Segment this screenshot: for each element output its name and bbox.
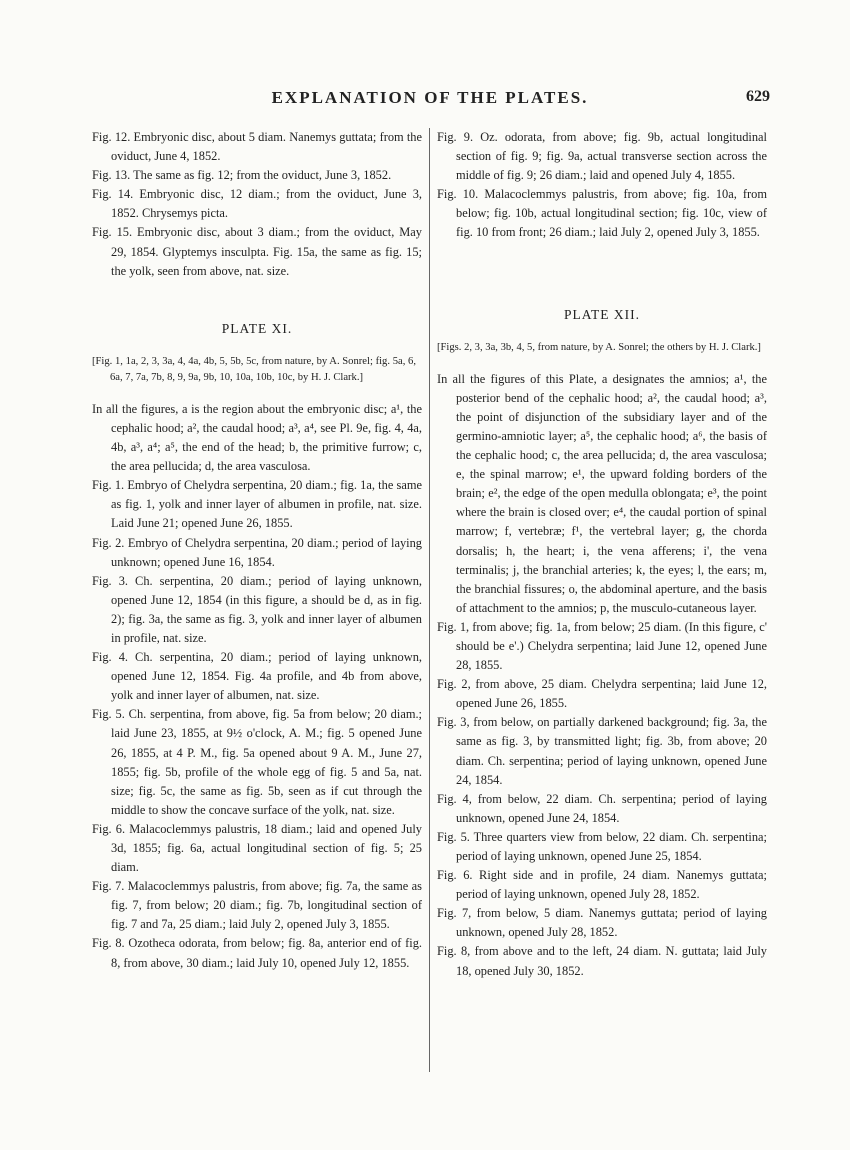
left-column xyxy=(92,128,422,973)
plate-xii-credit: [Figs. 2, 3, 3a, 3b, 4, 5, from nature, by A. Sonrel; the others by H. J. Clark.] xyxy=(437,341,761,353)
plate-xii-heading: PLATE XII. xyxy=(564,306,640,322)
plate-xi-fig-2: Fig. 2. Embryo of Chelydra serpentina, 20 diam.; period of laying unknown; opened June 16, 1854. xyxy=(92,535,422,569)
plate-xii-fig-2: Fig. 2, from above, 25 diam. Chelydra serpentina; laid June 12, opened June 26, 1855. xyxy=(437,677,767,711)
page-header xyxy=(90,88,770,112)
fig-entry-15-plate-x: Fig. 15. Embryonic disc, about 3 diam.; from the oviduct, May 29, 1854. Glyptemys insculpta. Fig. 15a, the same as fig. 15; the yolk, seen from above, nat. size. xyxy=(92,225,422,278)
column-divider xyxy=(429,128,430,1072)
right-column xyxy=(437,128,767,981)
running-title: EXPLANATION OF THE PLATES. xyxy=(271,88,589,107)
plate-xi-credit: [Fig. 1, 1a, 2, 3, 3a, 4, 4a, 4b, 5, 5b, 5c, from nature, by A. Sonrel; fig. 5a, 6, 6a, 7, 7a, 7b, 8, 9, 9a, 9b, 10, 10a, 10b, 10c, by H. J. Clark.] xyxy=(92,355,416,383)
plate-xii-fig-7: Fig. 7, from below, 5 diam. Nanemys guttata; period of laying unknown, opened July 28, 1852. xyxy=(437,906,767,940)
plate-xi-fig-6: Fig. 6. Malacoclemmys palustris, 18 diam.; laid and opened July 3d, 1855; fig. 6a, actual longitudinal section of fig. 5; 25 diam. xyxy=(92,821,422,875)
plate-xii-intro: In all the figures of this Plate, a designates the amnios; a¹, the posterior bend of the cephalic hood; a², the caudal hood; a³, the point of disjunction of the subsidiary layer and of the germino-amniotic layer; a⁵, the cephalic hood; a⁶, the basis of the cephalic hood; c, the area pellucida; d, the area vasculosa; e, the spinal marrow; e¹, the upward folding borders of the brain; e², the edge of the open medulla oblongata; e³, the point where the brain is closed over; e⁴, the caudal portion of spinal marrow; f, vertebræ; f¹, the vertebral layer; g, the chorda dorsalis; h, the heart; i, the vena afferens; i', the vena terminalis; j, the branchial arteries; k, the eyes; l, the ears; m, the branchial fissures; o, the abdominal aperture, and the basis of attachment to the amnios; p, the musculo-cutaneous layer. xyxy=(437,371,767,615)
page-number: 629 xyxy=(746,88,770,105)
plate-xi-intro: In all the figures, a is the region about the embryonic disc; a¹, the cephalic hood; a², the caudal hood; a³, a⁴, see Pl. 9e, fig. 4, 4a, 4b, a³, a⁴; a⁵, the end of the head; b, the primitive furrow; c, the area pellucida; d, the area vasculosa. xyxy=(92,401,422,474)
fig-entry-10-plate-xi: Fig. 10. Malacoclemmys palustris, from above; fig. 10a, from below; fig. 10b, actual longitudinal section; fig. 10c, view of fig. 10 from front; 26 diam.; laid July 2, opened July 3, 1855. xyxy=(437,187,767,240)
plate-xii-fig-4: Fig. 4, from below, 22 diam. Ch. serpentina; period of laying unknown, opened June 24, 1854. xyxy=(437,791,767,825)
fig-entry-12-plate-x: Fig. 12. Embryonic disc, about 5 diam. Nanemys guttata; from the oviduct, June 4, 1852. xyxy=(92,130,422,164)
plate-xi-heading: PLATE XI. xyxy=(221,320,293,336)
plate-xi-fig-8: Fig. 8. Ozotheca odorata, from below; fig. 8a, anterior end of fig. 8, from above, 30 diam.; laid July 10, opened July 12, 1855. xyxy=(92,936,422,970)
fig-entry-14-plate-x: Fig. 14. Embryonic disc, 12 diam.; from the oviduct, June 3, 1852. Chrysemys picta. xyxy=(92,187,422,221)
plate-xi-fig-7: Fig. 7. Malacoclemmys palustris, from above; fig. 7a, the same as fig. 7, from below; 20 diam.; fig. 7b, longitudinal section of fig. 7 and 7a, 25 diam.; laid July 2, opened July 3, 1855. xyxy=(92,879,422,932)
plate-xii-fig-6: Fig. 6. Right side and in profile, 24 diam. Nanemys guttata; period of laying unknown, opened July 28, 1852. xyxy=(437,868,767,902)
plate-xi-fig-3: Fig. 3. Ch. serpentina, 20 diam.; period of laying unknown, opened June 12, 1854 (in this figure, a should be d, as in fig. 2); fig. 3a, the same as fig. 3, yolk and inner layer of albumen in profile, nat. size. xyxy=(92,573,422,645)
fig-entry-9-plate-xi: Fig. 9. Oz. odorata, from above; fig. 9b, actual longitudinal section of fig. 9; fig. 9a, actual transverse section across the middle of fig. 9; 26 diam.; laid and opened July 4, 1855. xyxy=(437,130,767,183)
plate-xii-fig-8: Fig. 8, from above and to the left, 24 diam. N. guttata; laid July 18, opened July 30, 1852. xyxy=(437,944,767,978)
fig-entry-13-plate-x: Fig. 13. The same as fig. 12; from the oviduct, June 3, 1852. xyxy=(92,168,392,183)
plate-xi-fig-1: Fig. 1. Embryo of Chelydra serpentina, 20 diam.; fig. 1a, the same as fig. 1, yolk and inner layer of albumen in profile, nat. size. Laid June 21; opened June 26, 1855. xyxy=(92,478,422,531)
plate-xi-fig-5: Fig. 5. Ch. serpentina, from above, fig. 5a from below; 20 diam.; laid June 23, 1855, at 9½ o'clock, A. M.; fig. 5 opened June 26, 1855, at 4 P. M., fig. 5a opened about 9 A. M., June 27, 1855; fig. 5b, profile of the whole egg of fig. 5 and 5a, nat. size; fig. 5c, the same as fig. 5b, seen as if cut through the middle to show the concave surface of the yolk, nat. size. xyxy=(92,707,422,817)
plate-xii-fig-3: Fig. 3, from below, on partially darkened background; fig. 3a, the same as fig. 3, by transmitted light; fig. 3b, from above; 20 diam. Ch. serpentina; period of laying unknown, opened June 24, 1854. xyxy=(437,715,767,787)
plate-xii-fig-1: Fig. 1, from above; fig. 1a, from below; 25 diam. (In this figure, c' should be e'.) Chelydra serpentina; laid June 12, opened June 28, 1855. xyxy=(437,619,767,673)
plate-xi-fig-4: Fig. 4. Ch. serpentina, 20 diam.; period of laying unknown, opened June 12, 1854. Fig. 4a profile, and 4b from above, yolk and inner layer of albumen, nat. size. xyxy=(92,650,422,703)
plate-xii-fig-5: Fig. 5. Three quarters view from below, 22 diam. Ch. serpentina; period of laying unknown, opened June 25, 1854. xyxy=(437,829,767,863)
